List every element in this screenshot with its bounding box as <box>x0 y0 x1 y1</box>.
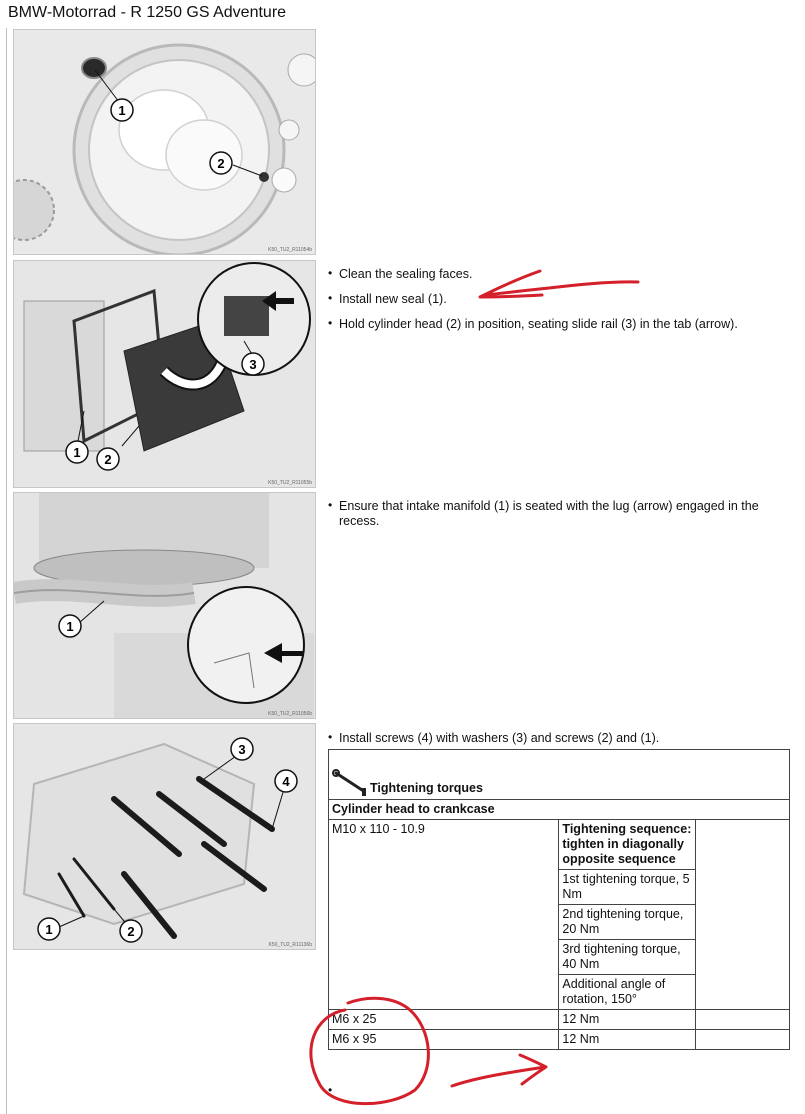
value-m6x95: 12 Nm <box>559 1030 696 1050</box>
document-title: BMW-Motorrad - R 1250 GS Adventure <box>8 4 287 21</box>
spec-m6x25: M6 x 25 <box>329 1010 559 1030</box>
steps-group-intake <box>328 499 798 539</box>
table-row <box>329 820 790 870</box>
table-heading: Tightening torques <box>370 781 483 795</box>
figure-cylinder-head-seal <box>13 260 316 488</box>
step-install-screws: • Install screws (4) with washers (3) and screws (2) and (1). <box>328 731 798 746</box>
empty-cell <box>696 1030 790 1050</box>
figure-cylinder-head-screws <box>13 723 316 950</box>
tightening-sequence: Tightening sequence: tighten in diagonally opposite sequence <box>559 820 696 870</box>
table-heading-cell <box>329 750 790 800</box>
page-left-border <box>6 28 7 1114</box>
figure-code: K50_TU2_R11136b <box>268 942 312 948</box>
steps-group-seal <box>328 267 798 342</box>
figure-code: K50_TU2_R11054b <box>268 247 312 253</box>
figure-3-illustration <box>14 493 316 719</box>
empty-cell <box>696 820 790 1010</box>
step-intake-manifold: • Ensure that intake manifold (1) is seated with the lug (arrow) engaged in the recess. <box>328 499 798 529</box>
table-section-row <box>329 800 790 820</box>
torque-wrench-icon <box>332 768 368 796</box>
callout-2: 2 <box>217 156 225 171</box>
callout-2: 2 <box>127 924 135 939</box>
callout-4: 4 <box>282 774 290 789</box>
table-row <box>329 1010 790 1030</box>
step-install-new-seal: • Install new seal (1). <box>328 292 798 307</box>
spec-m6x95: M6 x 95 <box>329 1030 559 1050</box>
callout-1: 1 <box>118 103 126 118</box>
step-clean-sealing-faces: • Clean the sealing faces. <box>328 267 798 282</box>
tightening-torques-table <box>328 749 790 1050</box>
value-m6x25: 12 Nm <box>559 1010 696 1030</box>
callout-1: 1 <box>73 445 81 460</box>
spec-m10: M10 x 110 - 10.9 <box>329 820 559 1010</box>
table-row <box>329 1030 790 1050</box>
figure-4-illustration <box>14 724 316 950</box>
empty-cell <box>696 1010 790 1030</box>
arrow-to-12nm-icon <box>452 1055 546 1086</box>
torque-stage-angle: Additional angle of rotation, 150° <box>559 975 696 1010</box>
callout-3: 3 <box>249 357 257 372</box>
torque-stage-3: 3rd tightening torque, 40 Nm <box>559 940 696 975</box>
figure-code: K50_TU2_R11056b <box>268 711 312 717</box>
figure-cylinder-bore <box>13 29 316 255</box>
table-section: Cylinder head to crankcase <box>329 800 790 820</box>
table-heading-row <box>329 750 790 800</box>
callout-1: 1 <box>45 922 53 937</box>
torque-stage-1: 1st tightening torque, 5 Nm <box>559 870 696 905</box>
figure-1-illustration <box>14 30 316 255</box>
callout-1: 1 <box>66 619 74 634</box>
figure-intake-manifold <box>13 492 316 719</box>
trailing-bullet: • <box>328 1083 333 1097</box>
torque-stage-2: 2nd tightening torque, 20 Nm <box>559 905 696 940</box>
figure-code: K50_TU2_R11055b <box>268 480 312 486</box>
step-hold-cylinder-head: • Hold cylinder head (2) in position, seating slide rail (3) in the tab (arrow). <box>328 317 798 332</box>
callout-2: 2 <box>104 452 112 467</box>
callout-3: 3 <box>238 742 246 757</box>
figure-2-illustration <box>14 261 316 488</box>
